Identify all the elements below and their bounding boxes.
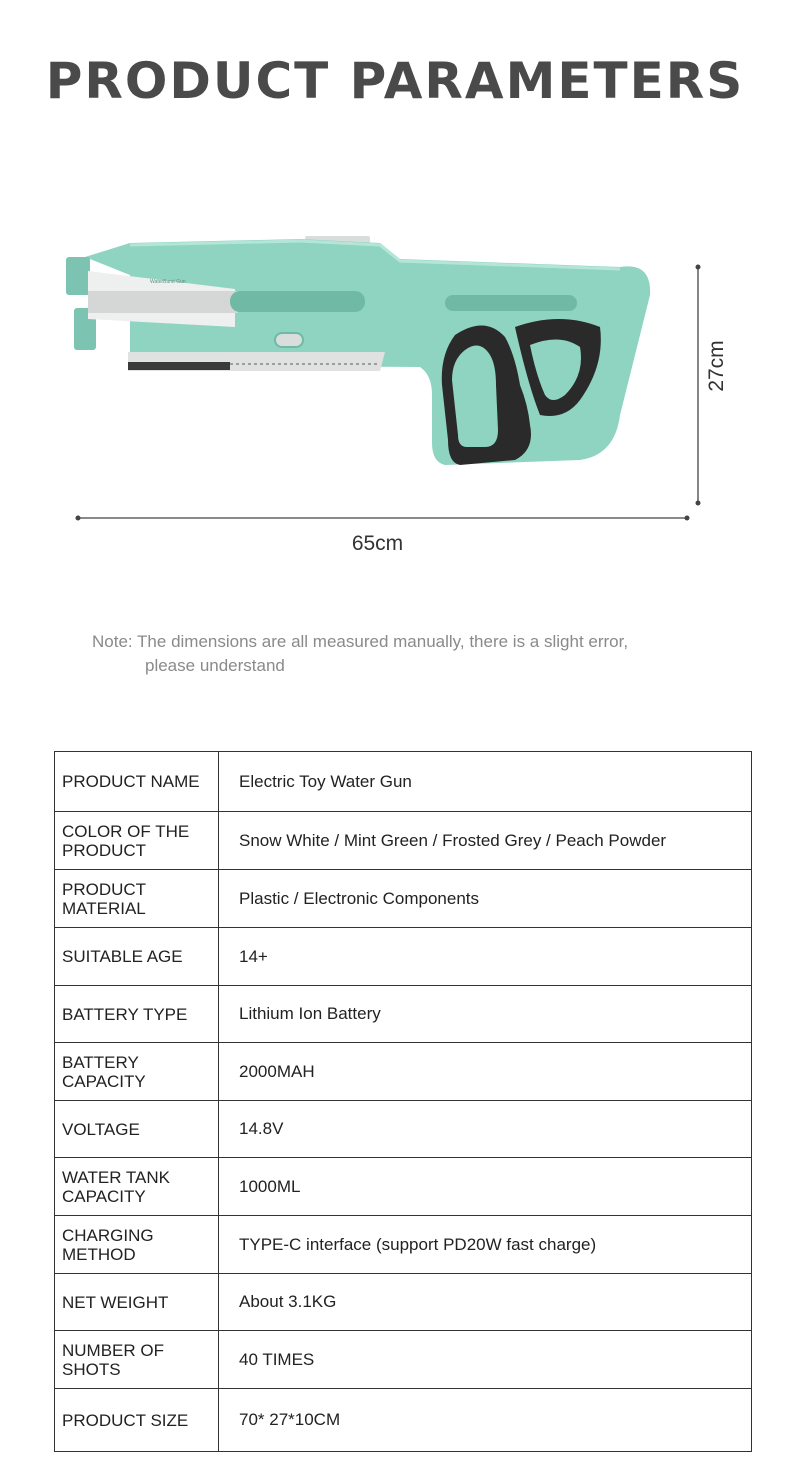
spec-value: Lithium Ion Battery (219, 986, 752, 1043)
table-row (55, 1101, 752, 1158)
spec-key: PRODUCT SIZE (55, 1389, 219, 1452)
table-row (55, 1331, 752, 1389)
table-row (55, 928, 752, 986)
spec-value: Plastic / Electronic Components (219, 870, 752, 928)
table-row (55, 1274, 752, 1331)
spec-value: 1000ML (219, 1158, 752, 1216)
spec-value: About 3.1KG (219, 1274, 752, 1331)
spec-key: SUITABLE AGE (55, 928, 219, 986)
spec-key: PRODUCT NAME (55, 752, 219, 812)
spec-value: 2000MAH (219, 1043, 752, 1101)
measurement-note (92, 630, 732, 678)
note-line-2: please understand (145, 656, 285, 675)
spec-key: WATER TANK CAPACITY (55, 1158, 219, 1216)
table-row (55, 1043, 752, 1101)
page-title: PRODUCT PARAMETERS (45, 52, 745, 110)
spec-value: TYPE-C interface (support PD20W fast charge) (219, 1216, 752, 1274)
spec-value: 40 TIMES (219, 1331, 752, 1389)
spec-value: 14.8V (219, 1101, 752, 1158)
table-row (55, 1389, 752, 1452)
note-line-1: Note: The dimensions are all measured manually, there is a slight error, (92, 632, 629, 651)
spec-key: VOLTAGE (55, 1101, 219, 1158)
table-row (55, 1216, 752, 1274)
spec-key: NUMBER OF SHOTS (55, 1331, 219, 1389)
spec-value: 70* 27*10CM (219, 1389, 752, 1452)
water-gun-image (66, 236, 650, 465)
spec-table (54, 751, 752, 1452)
spec-value: Snow White / Mint Green / Frosted Grey / Peach Powder (219, 812, 752, 870)
table-row (55, 1158, 752, 1216)
spec-key: CHARGING METHOD (55, 1216, 219, 1274)
table-row (55, 752, 752, 812)
gun-label: WaterBurst Gun (150, 279, 186, 285)
table-row (55, 870, 752, 928)
spec-key: BATTERY CAPACITY (55, 1043, 219, 1101)
spec-key: COLOR OF THE PRODUCT (55, 812, 219, 870)
height-dimension-label: 27cm (705, 340, 728, 392)
width-dimension-label: 65cm (351, 532, 404, 555)
spec-key: NET WEIGHT (55, 1274, 219, 1331)
spec-key: PRODUCT MATERIAL (55, 870, 219, 928)
spec-key: BATTERY TYPE (55, 986, 219, 1043)
spec-value: Electric Toy Water Gun (219, 752, 752, 812)
table-row (55, 986, 752, 1043)
spec-value: 14+ (219, 928, 752, 986)
table-row (55, 812, 752, 870)
product-figure (60, 215, 740, 575)
